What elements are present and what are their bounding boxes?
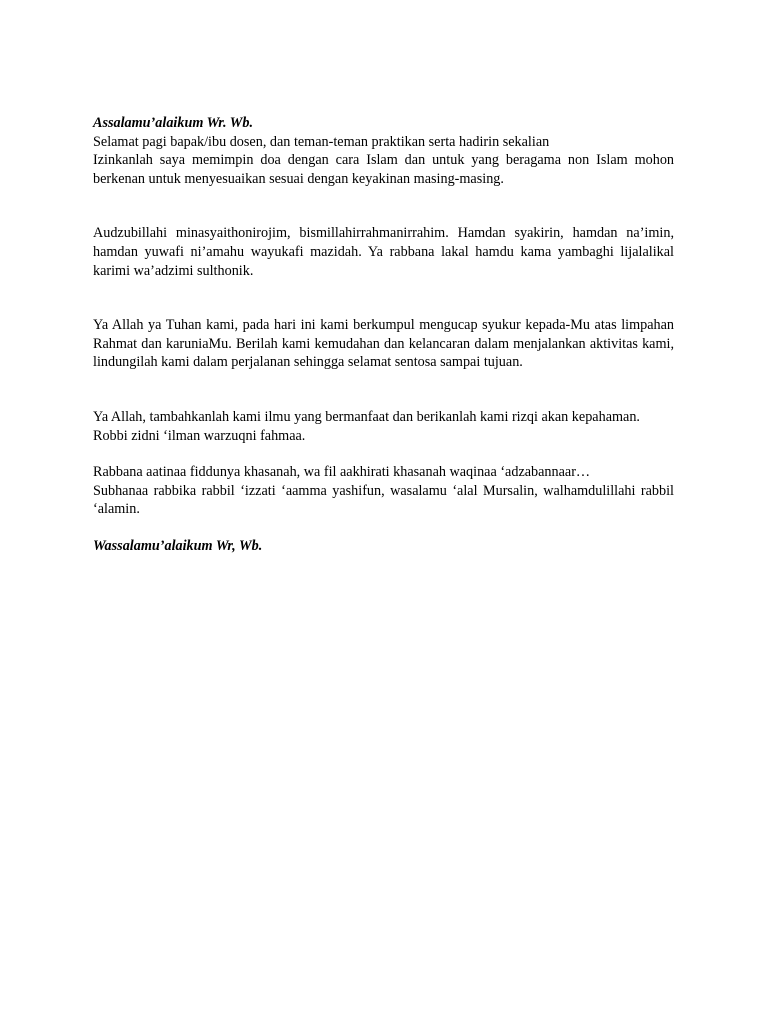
- paragraph-4-line-1: Rabbana aatinaa fiddunya khasanah, wa fil aakhirati khasanah waqinaa ‘adzabannaar…: [93, 464, 591, 481]
- opening-line: Selamat pagi bapak/ibu dosen, dan teman-teman praktikan serta hadirin sekalian: [93, 133, 550, 150]
- paragraph-spacer: [93, 519, 674, 537]
- paragraph-3: Ya Allah, tambahkanlah kami ilmu yang bermanfaat dan berikanlah kami rizqi akan kepahaman.: [93, 408, 640, 425]
- paragraph-3-line-2: Robbi zidni ‘ilman warzuqni fahmaa.: [93, 427, 306, 444]
- paragraph-2: Ya Allah ya Tuhan kami, pada hari ini kami berkumpul mengucap syukur kepada-Mu atas limpahan Rahmat dan karuniaMu. Berilah kami kemudahan dan kelancaran dalam menjalankan aktivitas kami, lindungilah kami dalam perjalanan sehingga selamat sentosa sampai tujuan.: [93, 317, 674, 371]
- paragraph-1: Audzubillahi minasyaithonirojim, bismillahirrahmanirrahim. Hamdan syakirin, hamdan na’imin, hamdan yuwafi ni’amahu wayukafi mazidah. Ya rabbana lakal hamdu kama yambaghi lijalalikal karimi wa’adzimi sulthonik.: [93, 225, 674, 279]
- document-body: [93, 114, 674, 556]
- paragraph-spacer: [93, 188, 674, 224]
- greeting-text: Assalamu’alaikum Wr. Wb.: [93, 115, 254, 131]
- paragraph-spacer: [93, 280, 674, 316]
- paragraph-spacer: [93, 445, 674, 463]
- paragraph-spacer: [93, 372, 674, 408]
- closing-text: Wassalamu’alaikum Wr, Wb.: [93, 537, 263, 554]
- intro-paragraph: Izinkanlah saya memimpin doa dengan cara Islam dan untuk yang beragama non Islam mohon berkenan untuk menyesuaikan sesuai dengan keyakinan masing-masing.: [93, 152, 674, 187]
- paragraph-4-line-2: Subhanaa rabbika rabbil ‘izzati ‘aamma yashifun, wasalamu ‘alal Mursalin, walhamdulillahi rabbil ‘alamin.: [93, 482, 674, 518]
